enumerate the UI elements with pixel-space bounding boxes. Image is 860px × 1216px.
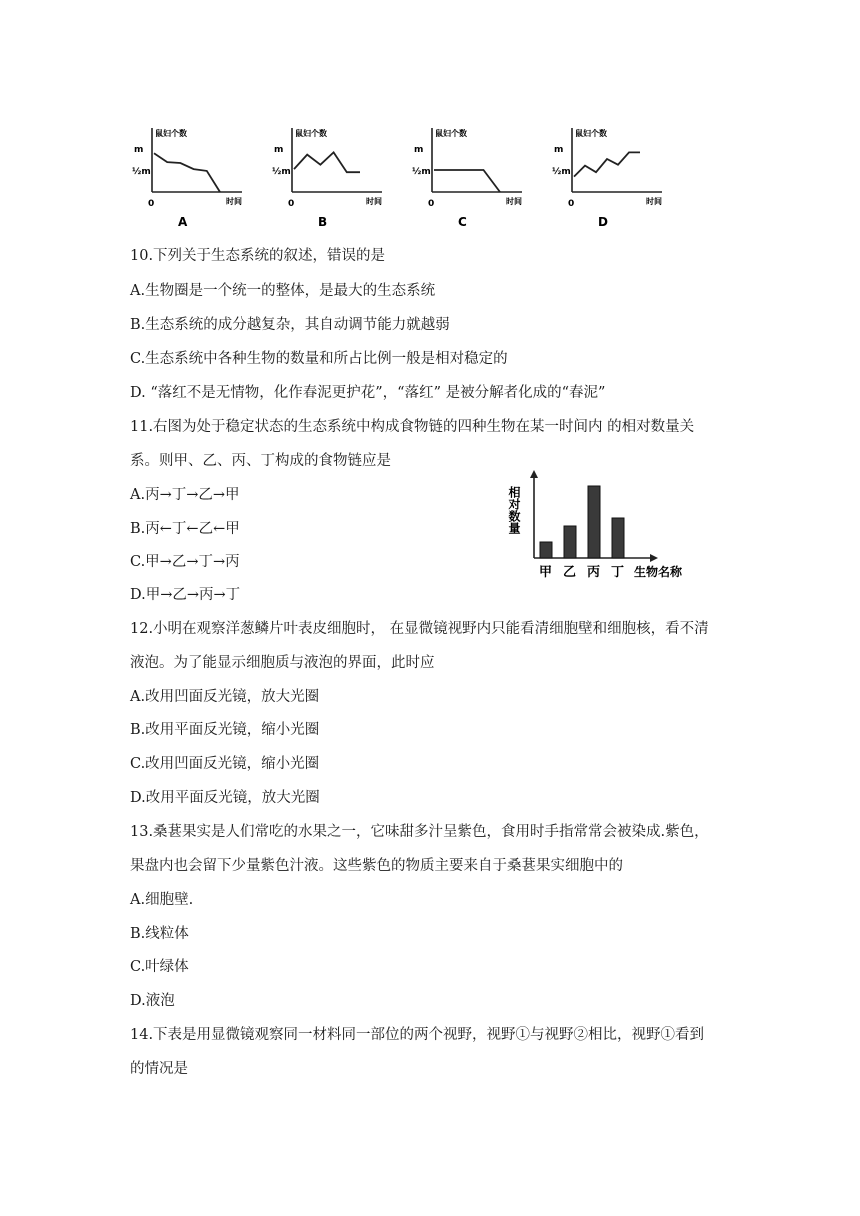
mouse-count-graphs bbox=[120, 122, 680, 230]
q12-option-b: B.改用平面反光镜，缩小光圈 bbox=[130, 722, 320, 738]
q13-option-a: A.细胞壁. bbox=[130, 892, 194, 908]
graph-origin: 0 bbox=[148, 199, 155, 209]
q13-option-c: C.叶绿体 bbox=[130, 959, 189, 975]
q10-option-b: B.生态系统的成分越复杂，其自动调节能力就越弱 bbox=[130, 317, 450, 333]
q13-stem-line1: 13.桑葚果实是人们常吃的水果之一，它味甜多汁呈紫色，食用时手指常常会被染成.紫色， bbox=[130, 824, 709, 840]
chart-ylabel: 相对数量 bbox=[507, 486, 521, 534]
q11-option-a: A.丙→丁→乙→甲 bbox=[130, 487, 240, 503]
graph-x-label: 时间 bbox=[366, 197, 382, 206]
graph-y-label: 鼠妇个数 bbox=[575, 129, 607, 138]
bar-丙 bbox=[588, 486, 600, 558]
graph-panel-a bbox=[132, 128, 242, 229]
graph-y-label: 鼠妇个数 bbox=[155, 129, 187, 138]
graph-panel-label: A bbox=[178, 215, 188, 229]
graph-m-tick: m bbox=[134, 145, 144, 155]
graph-y-label: 鼠妇个数 bbox=[435, 129, 467, 138]
q11-stem-line1: 11.右图为处于稳定状态的生态系统中构成食物链的四种生物在某一时间内 的相对数量关 bbox=[130, 419, 695, 435]
graph-y-label: 鼠妇个数 bbox=[295, 129, 327, 138]
graph-panel-label: D bbox=[598, 215, 608, 229]
q14-stem-line2: 的情况是 bbox=[130, 1061, 188, 1077]
q13-option-d: D.液泡 bbox=[130, 993, 175, 1009]
graph-m-tick: m bbox=[274, 145, 284, 155]
bar-label: 乙 bbox=[563, 565, 577, 580]
graph-curve bbox=[434, 170, 500, 192]
graph-x-label: 时间 bbox=[506, 197, 522, 206]
bar-甲 bbox=[540, 542, 552, 558]
graph-half-m-tick: ½m bbox=[132, 167, 151, 177]
graph-x-label: 时间 bbox=[646, 197, 662, 206]
graph-half-m-tick: ½m bbox=[272, 167, 291, 177]
bar-label: 甲 bbox=[539, 565, 553, 580]
q13-option-b: B.线粒体 bbox=[130, 926, 189, 942]
q12-stem-line2: 液泡。为了能显示细胞质与液泡的界面，此时应 bbox=[130, 655, 435, 671]
graph-x-label: 时间 bbox=[226, 197, 242, 206]
graph-curve bbox=[574, 152, 640, 176]
q12-option-c: C.改用凹面反光镜，缩小光圈 bbox=[130, 756, 320, 772]
graph-half-m-tick: ½m bbox=[412, 167, 431, 177]
q11-stem-line2: 系。则甲、乙、丙、丁构成的食物链应是 bbox=[130, 453, 391, 469]
graph-origin: 0 bbox=[568, 199, 575, 209]
q11-option-c: C.甲→乙→丁→丙 bbox=[130, 554, 240, 570]
chart-xlabel: 生物名称 bbox=[634, 565, 683, 579]
graph-panel-label: C bbox=[458, 215, 467, 229]
graph-m-tick: m bbox=[554, 145, 564, 155]
graph-panel-d bbox=[552, 128, 662, 229]
q14-stem-line1: 14.下表是用显微镜观察同一材料同一部位的两个视野，视野①与视野②相比，视野①看到 bbox=[130, 1027, 705, 1043]
relative-quantity-bar-chart bbox=[500, 468, 700, 588]
bar-label: 丁 bbox=[611, 565, 625, 580]
graph-m-tick: m bbox=[414, 145, 424, 155]
chart-y-arrow bbox=[530, 470, 538, 478]
bar-乙 bbox=[564, 526, 576, 558]
graph-panel-label: B bbox=[318, 215, 328, 229]
q10-option-d: D. “落红不是无情物，化作春泥更护花”，“落红” 是被分解者化成的“春泥” bbox=[130, 385, 606, 401]
q13-stem-line2: 果盘内也会留下少量紫色汁液。这些紫色的物质主要来自于桑葚果实细胞中的 bbox=[130, 858, 623, 874]
q10-option-c: C.生态系统中各种生物的数量和所占比例一般是相对稳定的 bbox=[130, 351, 508, 367]
q11-option-b: B.丙←丁←乙←甲 bbox=[130, 521, 240, 537]
graph-half-m-tick: ½m bbox=[552, 167, 571, 177]
q10-option-a: A.生物圈是一个统一的整体，是最大的生态系统 bbox=[130, 283, 436, 299]
graph-panel-b bbox=[272, 128, 382, 229]
q10-stem: 10.下列关于生态系统的叙述，错误的是 bbox=[130, 248, 386, 264]
bar-label: 丙 bbox=[587, 565, 601, 580]
q12-option-d: D.改用平面反光镜，放大光圈 bbox=[130, 790, 320, 806]
q12-stem-line1: 12.小明在观察洋葱鳞片叶表皮细胞时， 在显微镜视野内只能看清细胞壁和细胞核，看不清 bbox=[130, 621, 709, 637]
graph-panel-c bbox=[412, 128, 522, 229]
chart-x-arrow bbox=[650, 554, 658, 562]
bar-丁 bbox=[612, 518, 624, 558]
graph-curve bbox=[294, 152, 360, 172]
graph-origin: 0 bbox=[428, 199, 435, 209]
q12-option-a: A.改用凹面反光镜，放大光圈 bbox=[130, 689, 320, 705]
q11-option-d: D.甲→乙→丙→丁 bbox=[130, 587, 241, 603]
graph-curve bbox=[154, 153, 220, 192]
graph-origin: 0 bbox=[288, 199, 295, 209]
